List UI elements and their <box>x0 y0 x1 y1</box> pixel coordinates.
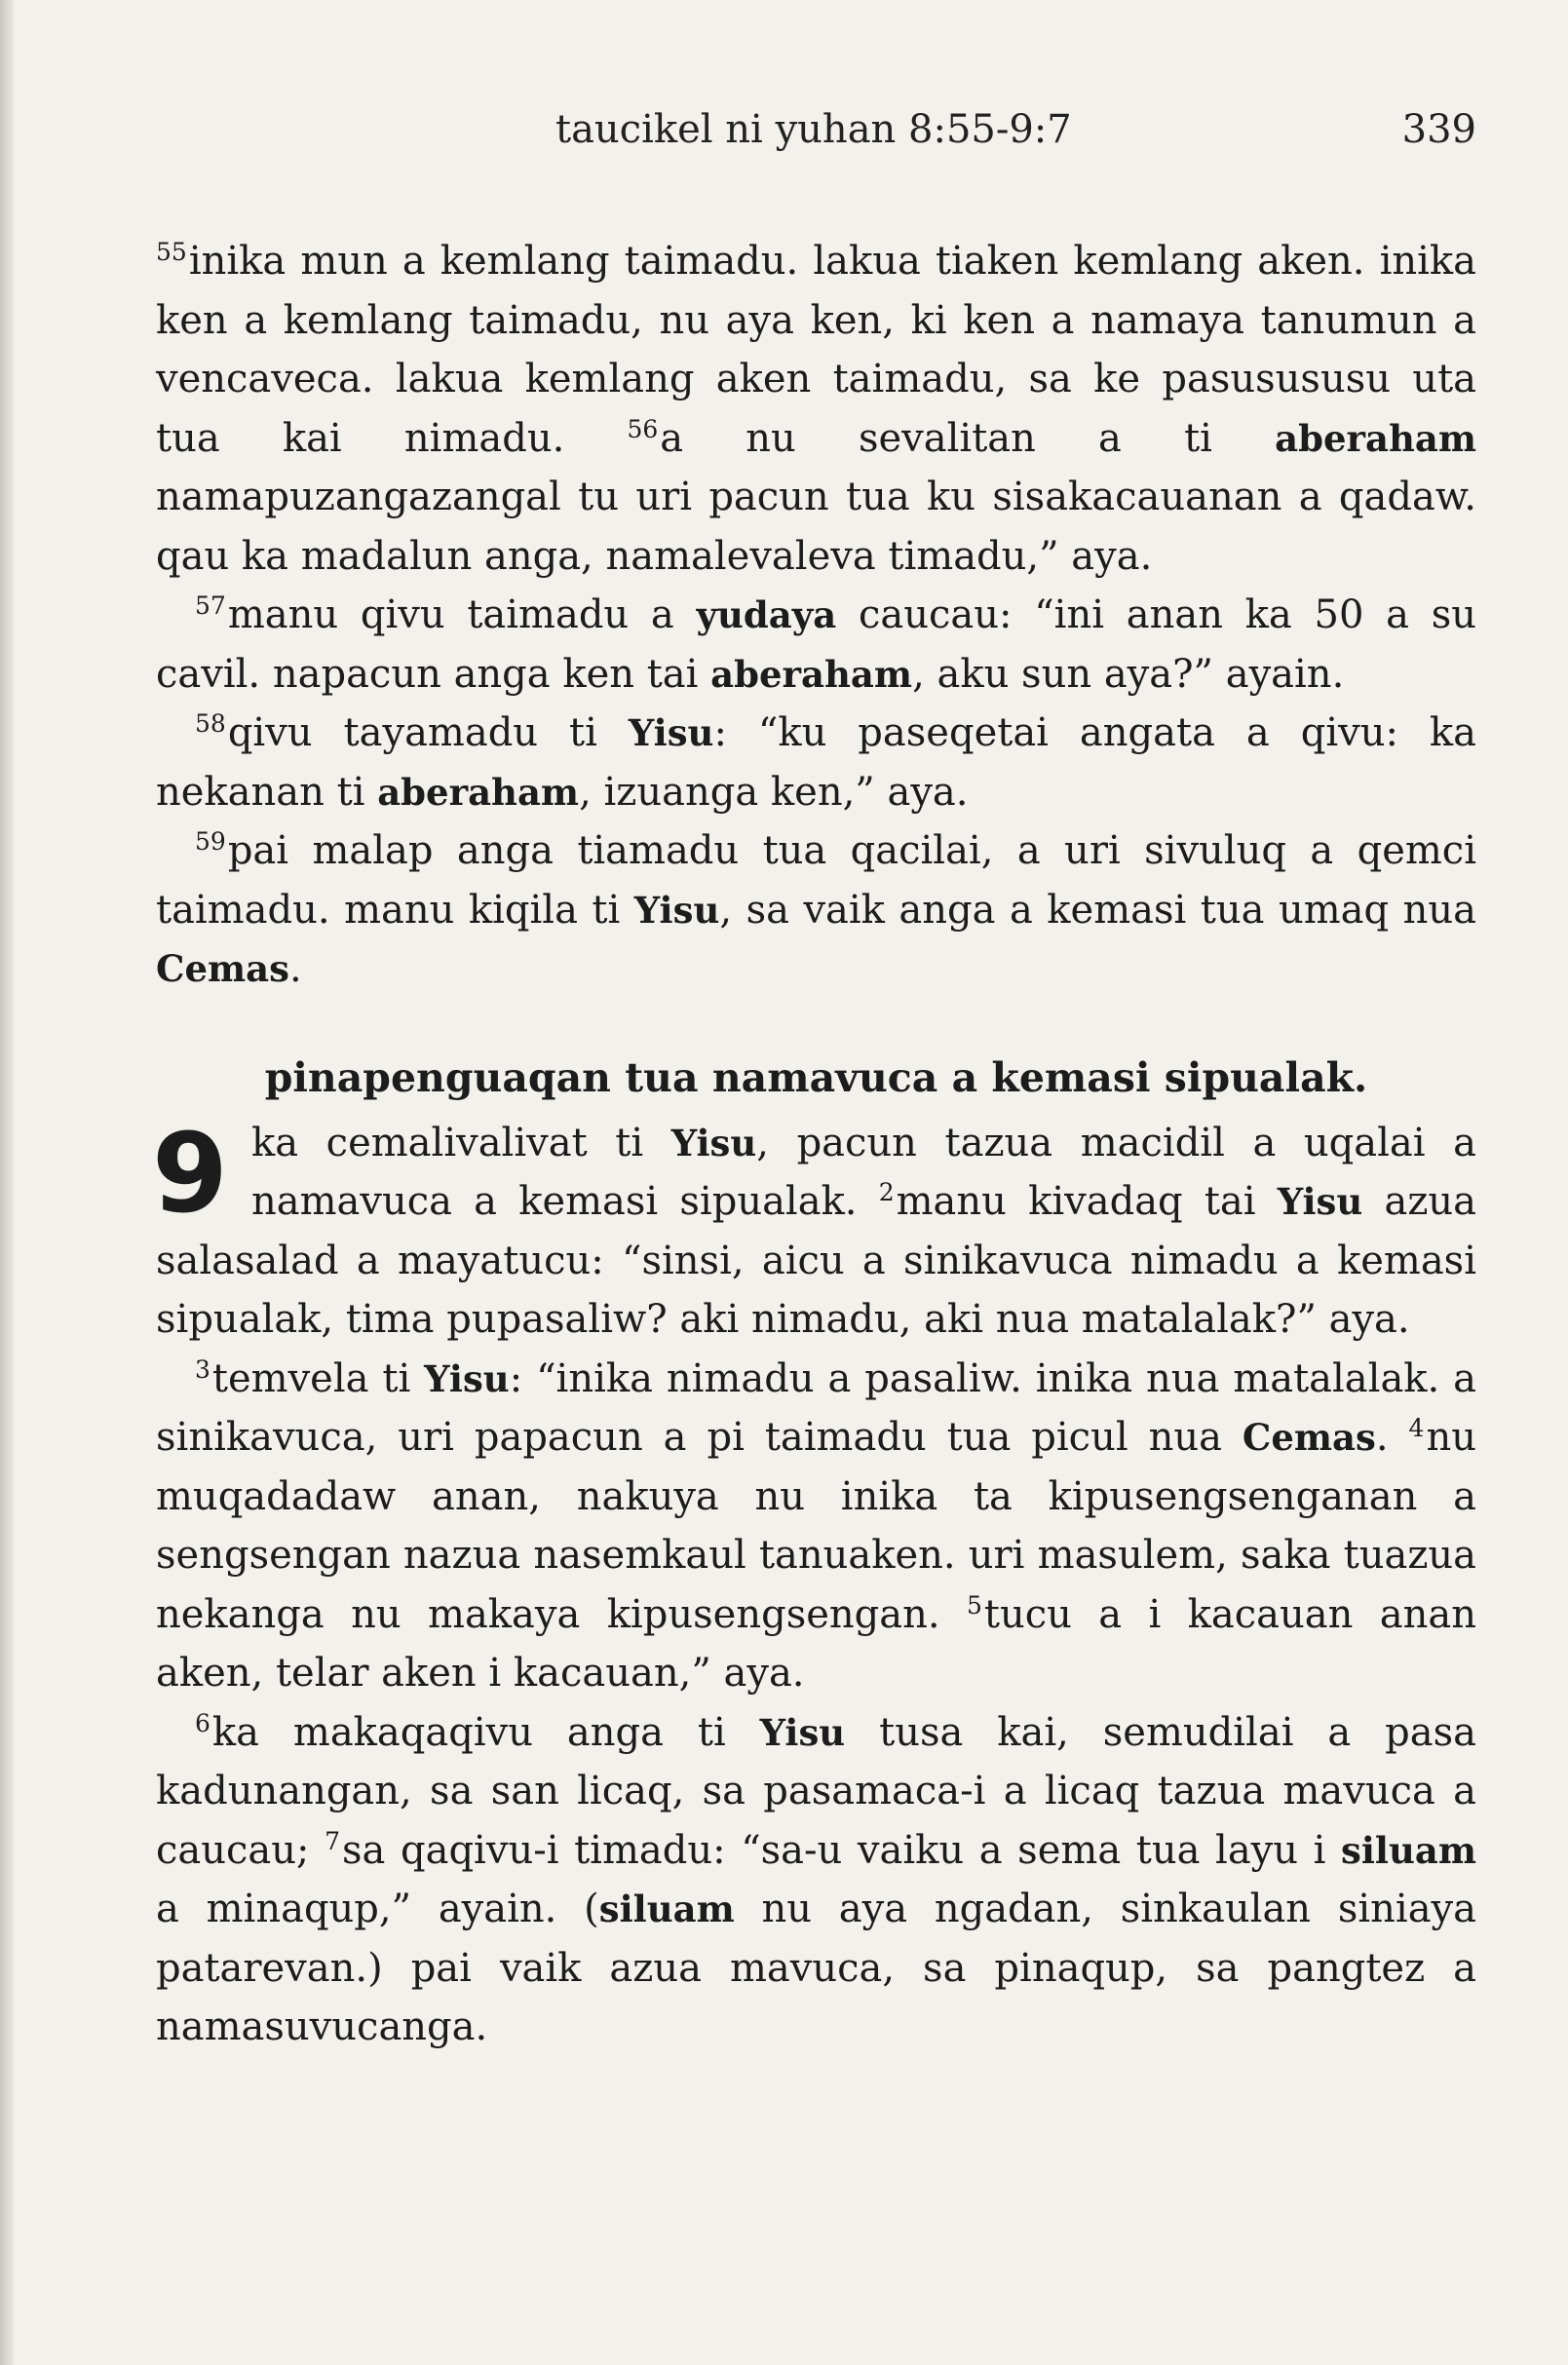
proper-noun: Yisu <box>633 888 720 932</box>
page-edge <box>0 0 14 2365</box>
chapter-number: 9 <box>152 1110 228 1238</box>
verse-number: 4 <box>1408 1414 1425 1442</box>
verse-text: nu muqadadaw anan, nakuya nu inika ta kipusengsenganan a sengsengan nazua nasemkaul tanuaken. uri masulem, saka tuazua nekanga nu makaya kipusengsengan. <box>156 1415 1476 1637</box>
verse-text: . <box>288 946 302 991</box>
chapter-9-opening-text <box>156 1121 1476 1343</box>
verse-text: sa qaqivu-i timadu: “sa-u vaiku a sema tua layu i <box>342 1827 1342 1873</box>
verse-number: 3 <box>195 1354 210 1384</box>
proper-noun: Yisu <box>628 711 714 754</box>
page-number: 339 <box>1401 107 1476 152</box>
proper-noun: siluam <box>1341 1828 1477 1872</box>
verse-text: a minaqup,” ayain. ( <box>156 1887 599 1931</box>
verse-text: pai malap anga tiamadu tua qacilai, a uri sivuluq a qemci taimadu. manu kiqila ti <box>156 828 1476 933</box>
verse-number: 5 <box>966 1590 982 1620</box>
chapter-9-opening <box>152 1110 1477 1350</box>
section-heading: pinapenguaqan tua namavuca a kemasi sipualak. <box>264 1053 1368 1101</box>
verse-text: : “inika nimadu a pasaliw. inika nua matalalak. a sinikavuca, uri papacun a pi taimadu tua picul nua <box>156 1355 1476 1460</box>
verse-text: . <box>1375 1415 1409 1460</box>
proper-noun: Cemas <box>1242 1416 1376 1459</box>
verse-text: a nu sevalitan a ti <box>660 415 1276 461</box>
verse-text: tucu a i kacauan anan aken, telar aken i kacauan,” aya. <box>156 1591 1476 1696</box>
verse-text: qivu tayamadu ti <box>227 710 629 755</box>
verse-number: 59 <box>195 827 226 856</box>
verse-number: 56 <box>627 414 659 443</box>
paragraph <box>156 1350 1476 1703</box>
verse-text: caucau: “ini anan ka 50 a su cavil. napacun anga ken tai <box>156 592 1477 697</box>
verse-text: temvela ti <box>211 1355 425 1401</box>
paragraph <box>156 1703 1476 2057</box>
verse-number: 6 <box>195 1708 210 1737</box>
verse-text: nu aya ngadan, sinkaulan siniaya patarevan.) pai vaik azua mavuca, sa pinaqup, sa pangtez a namasuvucanga. <box>156 1887 1476 2049</box>
verse-text: , aku sun aya?” ayain. <box>912 651 1345 697</box>
proper-noun: Yisu <box>1277 1180 1363 1223</box>
verse-number: 2 <box>878 1178 895 1206</box>
verse-text: azua salasalad a mayatucu: “sinsi, aicu a sinikavuca nimadu a kemasi sipualak, tima pupasaliw? aki nimadu, aki nua matalalak?” aya. <box>156 1179 1477 1342</box>
chapter-9-continued <box>156 1350 1476 2057</box>
running-header <box>156 107 1476 166</box>
verse-text: , sa vaik anga a kemasi tua umaq nua <box>719 887 1477 933</box>
verse-text: tusa kai, semudilai a pasa kadunangan, sa san licaq, sa pasamaca-i a licaq tazua mavuca a caucau; <box>156 1709 1476 1873</box>
verse-text: , izuanga ken,” aya. <box>579 769 969 815</box>
verse-text: ka makaqaqivu anga ti <box>211 1709 760 1755</box>
verse-text: manu qivu taimadu a <box>227 592 697 637</box>
proper-noun: yudaya <box>696 593 837 636</box>
verse-number: 7 <box>325 1826 341 1855</box>
proper-noun: Cemas <box>156 947 289 990</box>
proper-noun: aberaham <box>377 770 580 814</box>
proper-noun: Yisu <box>759 1710 846 1754</box>
proper-noun: Yisu <box>424 1356 510 1400</box>
verse-number: 57 <box>195 591 226 620</box>
paragraph <box>156 704 1476 821</box>
verse-text: : “ku paseqetai angata a qivu: ka nekanan ti <box>156 710 1477 815</box>
verse-text: manu kivadaq tai <box>896 1179 1278 1224</box>
proper-noun: siluam <box>598 1888 735 1930</box>
chapter-8-end <box>156 232 1476 999</box>
verse-text: namapuzangazangal tu uri pacun tua ku sisakacauanan a qadaw. qau ka madalun anga, namalevaleva timadu,” aya. <box>156 475 1476 579</box>
proper-noun: aberaham <box>710 652 913 696</box>
verse-number: 58 <box>195 709 226 738</box>
paragraph <box>156 586 1476 704</box>
paragraph <box>156 821 1476 999</box>
verse-text: inika mun a kemlang taimadu. lakua tiaken kemlang aken. inika ken a kemlang taimadu, nu aya ken, ki ken a namaya tanumun a vencaveca. lakua kemlang aken taimadu, sa ke pasusususu uta tua kai nimadu. <box>156 239 1476 461</box>
page <box>152 107 1477 2057</box>
header-title: taucikel ni yuhan 8:55-9:7 <box>555 107 1072 152</box>
verse-text: , pacun tazua macidil a uqalai a namavuca a kemasi sipualak. <box>251 1120 1476 1224</box>
paragraph <box>156 232 1476 586</box>
verse-number: 55 <box>156 238 187 266</box>
verse-text: ka cemalivalivat ti <box>251 1120 671 1165</box>
proper-noun: Yisu <box>670 1121 757 1164</box>
proper-noun: aberaham <box>1275 416 1476 460</box>
